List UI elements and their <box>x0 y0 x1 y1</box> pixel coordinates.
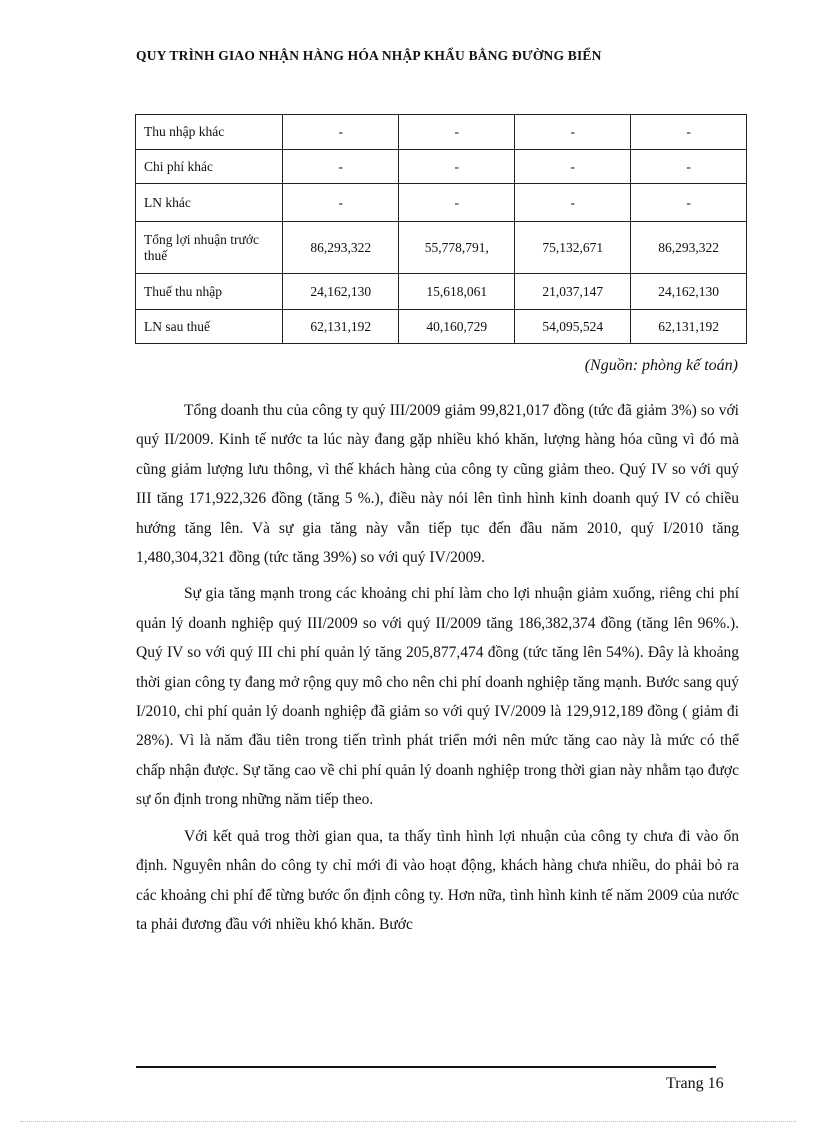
table-cell: - <box>515 150 631 184</box>
table-cell: - <box>399 150 515 184</box>
table-cell: 75,132,671 <box>515 222 631 274</box>
table-row <box>136 150 747 184</box>
table-cell: - <box>515 115 631 150</box>
table-cell: - <box>283 184 399 222</box>
row-label: Thuế thu nhập <box>136 274 283 310</box>
table-row <box>136 184 747 222</box>
table-cell: 62,131,192 <box>283 310 399 344</box>
table-row <box>136 274 747 310</box>
table-cell: 86,293,322 <box>631 222 747 274</box>
table-cell: - <box>515 184 631 222</box>
table-cell: 54,095,524 <box>515 310 631 344</box>
table-cell: - <box>631 150 747 184</box>
paragraph-revenue: Tổng doanh thu của công ty quý III/2009 giảm 99,821,017 đồng (tức đã giảm 3%) so với quý II/2009. Kinh tế nước ta lúc này đang gặp nhiều khó khăn, lượng hàng hóa cũng vì đó mà cũng giảm lượng lưu thông, vì thế khách hàng của công ty cũng giảm theo. Quý IV so với quý III tăng 171,922,326 đồng (tăng 5 %.), điều này nói lên tình hình kinh doanh quý IV có chiều hướng tăng lên. Và sự gia tăng này vẫn tiếp tục đến đầu năm 2010, quý I/2010 tăng 1,480,304,321 đồng (tức tăng 39%) so với quý IV/2009. <box>136 402 739 567</box>
source-note: (Nguồn: phòng kế toán) <box>584 357 738 374</box>
table-cell: - <box>631 115 747 150</box>
row-label: Thu nhập khác <box>136 115 283 150</box>
paragraph-profit: Với kết quả trog thời gian qua, ta thấy tình hình lợi nhuận của công ty chưa đi vào ổn định. Nguyên nhân do công ty chỉ mới đi vào hoạt động, khách hàng chưa nhiều, do phải bỏ ra các khoảng chi phí để từng bước ổn định công ty. Hơn nữa, tình hình kinh tế năm 2009 của nước ta phải đương đầu với nhiều khó khăn. Bước <box>136 827 739 933</box>
footer-rule <box>136 1066 716 1068</box>
table-cell: 24,162,130 <box>283 274 399 310</box>
table-cell: - <box>283 115 399 150</box>
table-cell: - <box>631 184 747 222</box>
paragraph-costs: Sự gia tăng mạnh trong các khoảng chi phí làm cho lợi nhuận giảm xuống, riêng chi phí quản lý doanh nghiệp quý III/2009 so với quý II/2009 tăng 186,382,374 đồng (tăng lên 96%.). Quý IV so với quý III chi phí quản lý tăng 205,877,474 đồng (tức tăng lên 54%). Đây là khoảng thời gian công ty đang mở rộng quy mô cho nên chi phí doanh nghiệp tăng mạnh. Bước sang quý I/2010, chi phí quản lý doanh nghiệp đã giảm so với quý IV/2009 là 129,912,189 đồng ( giảm đi 28%). Vì là năm đầu tiên trong tiến trình phát triển mới nên mức tăng cao này là mức có thể chấp nhận được. Sự tăng cao về chi phí quản lý doanh nghiệp trong thời gian này nhằm tạo được sự ổn định trong những năm tiếp theo. <box>136 585 739 809</box>
table-cell: - <box>399 184 515 222</box>
row-label: Chi phí khác <box>136 150 283 184</box>
page-number: Trang 16 <box>666 1075 724 1092</box>
table-cell: 24,162,130 <box>631 274 747 310</box>
page-header-title: QUY TRÌNH GIAO NHẬN HÀNG HÓA NHẬP KHẨU BẰNG ĐƯỜNG BIỂN <box>136 48 602 63</box>
table-cell: - <box>283 150 399 184</box>
body-text <box>136 396 739 946</box>
table-cell: 15,618,061 <box>399 274 515 310</box>
table-row <box>136 310 747 344</box>
table-cell: 40,160,729 <box>399 310 515 344</box>
table-cell: 21,037,147 <box>515 274 631 310</box>
row-label: LN sau thuế <box>136 310 283 344</box>
row-label: LN khác <box>136 184 283 222</box>
table-cell: - <box>399 115 515 150</box>
table-cell: 86,293,322 <box>283 222 399 274</box>
table-cell: 62,131,192 <box>631 310 747 344</box>
financial-table <box>135 114 747 344</box>
table-row <box>136 115 747 150</box>
row-label: Tổng lợi nhuận trước thuế <box>136 222 283 274</box>
table-cell: 55,778,791, <box>399 222 515 274</box>
page-bottom-border <box>20 1121 796 1122</box>
table-row <box>136 222 747 274</box>
